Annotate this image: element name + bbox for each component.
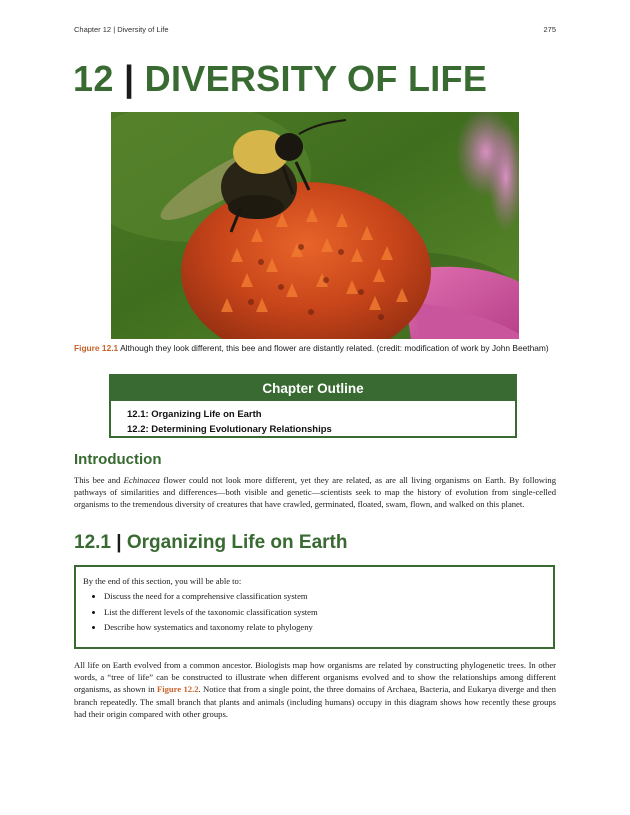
objectives-lead: By the end of this section, you will be able to: (83, 576, 242, 586)
learning-objectives-box (74, 565, 555, 649)
introduction-paragraph (74, 474, 556, 511)
figure-label: Figure 12.1 (74, 343, 119, 353)
objective-item: • List the different levels of the taxonomic classification system (104, 607, 553, 617)
introduction-text-end: flower could not look more different, yet they are related, as are all living organisms on Earth. By following pathways of similarities and differences—both visible and genetic—scientists seek to map the history of evolution from single-celled organisms to the tremendous diversity of creatures that have crawled, germinated, floated, swam, flown, and walked on this planet. (74, 475, 556, 510)
section-paragraph (74, 659, 556, 720)
figure-12-2-link[interactable]: Figure 12.2 (156, 684, 199, 695)
introduction-text-start: This bee and (74, 475, 124, 485)
introduction-heading: Introduction (74, 451, 162, 468)
chapter-outline-item[interactable]: 12.2: Determining Evolutionary Relationships (127, 424, 332, 435)
objective-item: • Describe how systematics and taxonomy relate to phylogeny (104, 622, 553, 632)
chapter-outline-list (111, 401, 515, 437)
figure-caption-text: Although they look different, this bee and flower are distantly related. (credit: modification of work by John Beetham) (120, 343, 549, 353)
echinacea-italic: Echinacea (123, 475, 160, 485)
chapter-title (73, 58, 487, 100)
objectives-list (83, 591, 553, 632)
running-head: Chapter 12 | Diversity of Life (74, 25, 169, 34)
section-title: Organizing Life on Earth (126, 532, 348, 553)
chapter-outline-heading: Chapter Outline (111, 376, 515, 401)
chapter-outline-box (109, 374, 517, 438)
chapter-outline-item[interactable]: 12.1: Organizing Life on Earth (127, 409, 262, 420)
figure-caption (74, 343, 556, 354)
section-text-end: . Notice that from a single point, the three domains of Archaea, Bacteria, and Eukarya diverge and then branch repeatedly. The small branch that plants and animals (including humans) occupy in this diagram shows how recently these groups had their origin compared with other groups. (74, 684, 557, 719)
section-heading (74, 532, 348, 554)
section-number: 12.1 (74, 532, 111, 553)
objective-item: • Discuss the need for a comprehensive classification system (104, 591, 553, 601)
section-heading-separator: | (116, 532, 122, 553)
chapter-number: 12 (73, 58, 114, 99)
section-text-start: All life on Earth evolved from a common ancestor. Biologists map how organisms are related by constructing phylogenetic trees. In other words, a “tree of life” can be constructed to illustrate when different organisms evolved and to show the relationships among different organisms, as shown in (74, 660, 556, 695)
chapter-opener-photo (111, 112, 519, 339)
page-number: 275 (543, 25, 556, 34)
chapter-title-separator: | (123, 58, 135, 99)
chapter-title-text: DIVERSITY OF LIFE (144, 58, 488, 99)
